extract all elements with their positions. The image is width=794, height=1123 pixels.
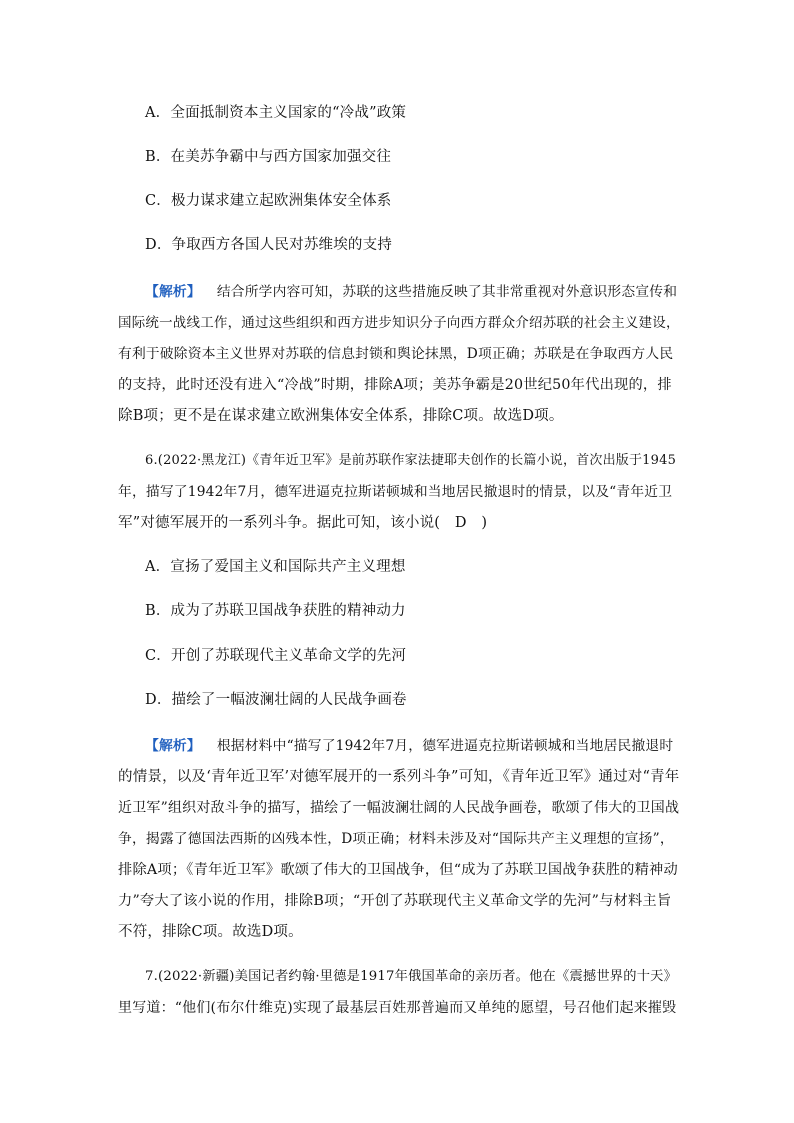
q6-stem-line: 军”对德军展开的一系列斗争。据此可知，该小说( D ) xyxy=(118,515,488,531)
q6-stem-line: 6.(2022·黑龙江)《青年近卫军》是前苏联作家法捷耶夫创作的长篇小说，首次出版于1945 xyxy=(145,453,677,468)
q5-option-c: C．极力谋求建立起欧洲集体安全体系 xyxy=(145,193,392,209)
q6-analysis-line: 排除A项；《青年近卫军》歌颂了伟大的卫国战争，但“成为了苏联卫国战争获胜的精神动 xyxy=(118,862,678,878)
q6-analysis-line: 根据材料中“描写了1942年7月，德军进逼克拉斯诺顿城和当地居民撤退时 xyxy=(216,738,674,754)
q6-stem-line: 年，描写了1942年7月，德军进逼克拉斯诺顿城和当地居民撤退时的情景，以及“青年近卫 xyxy=(118,484,673,500)
q6-analysis-line: 不符，排除C项。故选D项。 xyxy=(118,924,303,940)
q6-analysis-line: 近卫军”组织对敌斗争的描写，描绘了一幅波澜壮阔的人民战争画卷，歌颂了伟大的卫国战 xyxy=(118,800,680,816)
q5-analysis-line: 的支持，此时还没有进入“冷战”时期，排除A项；美苏争霸是20世纪50年代出现的，排 xyxy=(118,377,672,393)
q5-analysis-line: 结合所学内容可知，苏联的这些措施反映了其非常重视对外意识形态宣传和 xyxy=(216,284,678,300)
q6-analysis-tag: 【解析】 xyxy=(145,738,201,754)
q5-option-a: A．全面抵制资本主义国家的“冷战”政策 xyxy=(145,105,407,121)
q6-option-d: D．描绘了一幅波澜壮阔的人民战争画卷 xyxy=(145,692,407,708)
q6-analysis-first-line xyxy=(145,736,673,756)
q6-analysis-line: 的情景，以及‘青年近卫军’对德军展开的一系列斗争”可知，《青年近卫军》通过对“青年 xyxy=(118,769,680,785)
q5-analysis-first-line xyxy=(145,282,677,302)
q5-option-b: B．在美苏争霸中与西方国家加强交往 xyxy=(145,149,392,165)
q7-stem-line: 里写道：“他们(布尔什维克)实现了最基层百姓那普遍而又单纯的愿望，号召他们起来摧毁 xyxy=(118,1000,677,1016)
q6-option-b: B．成为了苏联卫国战争获胜的精神动力 xyxy=(145,603,406,619)
q5-analysis-tag: 【解析】 xyxy=(145,284,201,300)
q5-analysis-line: 有利于破除资本主义世界对苏联的信息封锁和舆论抹黑，D项正确；苏联是在争取西方人民 xyxy=(118,346,674,362)
q7-stem-line: 7.(2022·新疆)美国记者约翰·里德是1917年俄国革命的亲历者。他在《震撼世界的十天》 xyxy=(145,969,678,984)
q6-option-c: C．开创了苏联现代主义革命文学的先河 xyxy=(145,648,407,664)
q6-analysis-line: 力”夸大了该小说的作用，排除B项；“开创了苏联现代主义革命文学的先河”与材料主旨 xyxy=(118,893,672,909)
q5-option-d: D．争取西方各国人民对苏维埃的支持 xyxy=(145,237,393,253)
q5-analysis-line: 国际统一战线工作，通过这些组织和西方进步知识分子向西方群众介绍苏联的社会主义建设， xyxy=(118,315,680,331)
q5-analysis-line: 除B项；更不是在谋求建立欧洲集体安全体系，排除C项。故选D项。 xyxy=(118,408,564,424)
q6-option-a: A．宣扬了爱国主义和国际共产主义理想 xyxy=(145,559,406,575)
q6-analysis-line: 争，揭露了德国法西斯的凶残本性，D项正确；材料未涉及对“国际共产主义理想的宣扬”， xyxy=(118,831,674,847)
